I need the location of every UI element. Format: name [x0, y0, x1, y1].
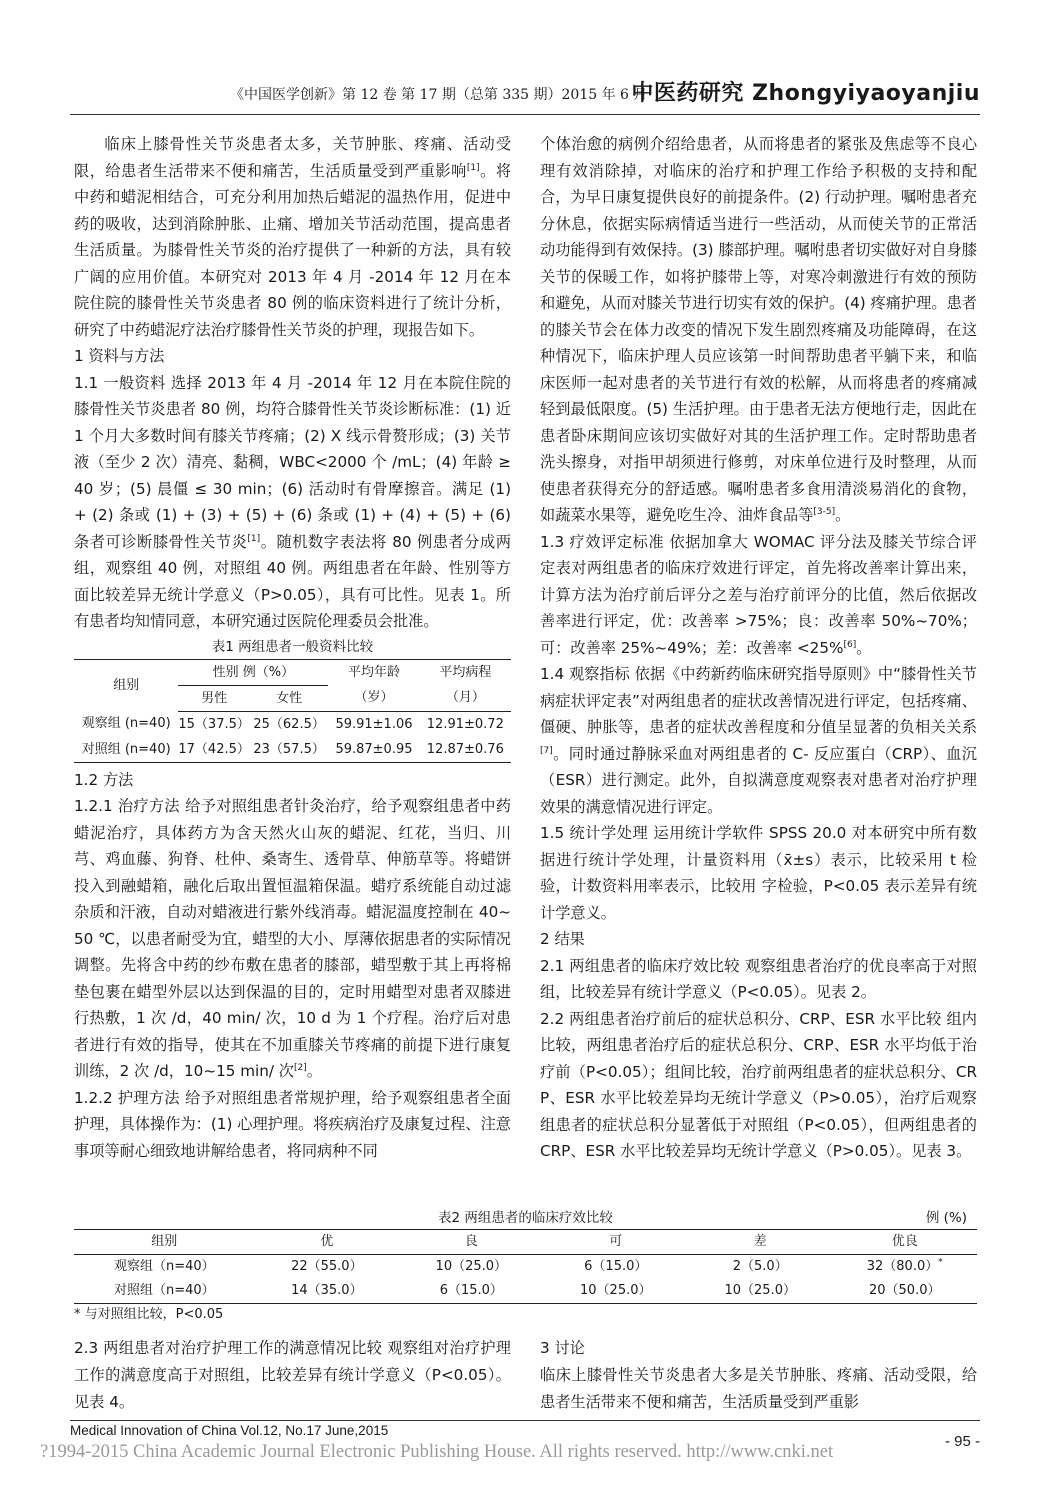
table2: [74, 1229, 977, 1304]
table2-block: [74, 1207, 977, 1326]
table-row: 观察组 (n=40) 15（37.5） 25（62.5） 59.91±1.06 12.91±0.72: [81, 716, 504, 732]
citation-ref[interactable]: [7]: [540, 745, 553, 756]
citation-ref[interactable]: [3-5]: [813, 506, 836, 517]
section-1-3: 1.3 疗效评定标准 依据加拿大 WOMAC 评分法及膝关节综合评定表对两组患者的临床疗效进行评定，首先将改善率计算出来，计算方法为治疗前后评分之差与治疗前评分的比值，然后依据改善率进行评定，优：改善率 >75%；良：改善率 50%~70%；可：改善率 25%~49%；差：改善率 <25%[6]。: [540, 532, 977, 657]
heading-1-2: 1.2 方法: [74, 770, 134, 789]
copyright-watermark: ?1994-2015 China Academic Journal Electronic Publishing House. All rights reserved. http://www.cnki.net: [40, 1442, 834, 1462]
intro-paragraph: 临床上膝骨性关节炎患者太多，关节肿胀、疼痛、活动受限，给患者生活带来不便和痛苦，生活质量受到严重影响[1]。将中药和蜡泥相结合，可充分利用加热后蜡泥的温热作用，促进中药的吸收，达到消除肿胀、止痛、增加关节活动范围，提高患者生活质量。为膝骨性关节炎的治疗提供了一种新的方法，具有较广阔的应用价值。本研究对 2013 年 4 月 -2014 年 12 月在本院住院的膝骨性关节炎患者 80 例的临床资料进行了统计分析，研究了中药蜡泥疗法治疗膝骨性关节炎的护理，现报告如下。: [74, 135, 512, 339]
section-1-2-1: 1.2.1 治疗方法 给予对照组患者针灸治疗，给予观察组患者中药蜡泥治疗，具体药方为含天然火山灰的蜡泥、红花，当归、川芎、鸡血藤、狗脊、杜仲、桑寄生、透骨草、伸筋草等。将蜡饼投入到融蜡箱，融化后取出置恒温箱保温。蜡疗系统能自动过滤杂质和汗液，自动对蜡液进行紫外线消毒。蜡泥温度控制在 40~50 ℃，以患者耐受为宜，蜡型的大小、厚薄依据患者的实际情况调整。先将含中药的纱布敷在患者的膝部，蜡型敷于其上再将棉垫包裹在蜡型外层以达到保温的目的，定时用蜡型对患者双膝进行热敷，1 次 /d，40 min/ 次，10 d 为 1 个疗程。治疗后对患者进行有效的指导，使其在不加重膝关节疼痛的前提下进行康复训练，2 次 /d，10~15 min/ 次[2]。: [74, 797, 511, 1080]
citation-ref[interactable]: [2]: [294, 1062, 307, 1073]
bottom-left-column: [74, 1335, 511, 1416]
section-1-2-2: 1.2.2 护理方法 给予对照组患者常规护理，给予观察组患者全面护理，具体操作为：(1) 心理护理。将疾病治疗及康复过程、注意事项等耐心细致地讲解给患者，将同病种不同: [74, 1088, 511, 1160]
table1-header-course-unit: （月）: [420, 685, 511, 711]
journal-citation: 《中国医学创新》第 12 卷 第 17 期（总第 335 期）2015 年 6 月: [230, 87, 648, 103]
section-title: 中医药研究 Zhongyiyaoyanjiu: [631, 81, 980, 106]
heading-methods: 1 资料与方法: [74, 347, 165, 365]
table1-header-sex: 性别 例（%）: [178, 659, 328, 685]
citation-ref[interactable]: [1]: [247, 533, 261, 544]
table1-header-female: 女性: [250, 685, 328, 711]
citation-ref[interactable]: [1]: [466, 162, 480, 173]
footer-journal: Medical Innovation of China Vol.12, No.17 June,2015: [70, 1423, 389, 1438]
page-header: [70, 74, 980, 115]
table-row: 观察组（n=40） 22（55.0） 10（25.0） 6（15.0） 2（5.0） 32（80.0）*: [113, 1257, 943, 1274]
table2-header-row: 组别 优 良 可 差 优良: [74, 1230, 977, 1255]
table1-header-male: 男性: [178, 685, 250, 711]
section-2-1: 2.1 两组患者的临床疗效比较 观察组患者治疗的优良率高于对照组，比较差异有统计学意义（P<0.05）。见表 2。: [540, 956, 977, 1001]
table2-caption: 表2 两组患者的临床疗效比较: [438, 1210, 613, 1226]
table1-header-course: 平均病程: [439, 664, 492, 680]
table-row: 对照组 (n=40) 17（42.5） 23（57.5） 59.87±0.95 12.87±0.76: [81, 741, 504, 757]
nursing-continued: 个体治愈的病例介绍给患者，从而将患者的紧张及焦虑等不良心理有效消除掉，对临床的治疗和护理工作给予积极的支持和配合，为早日康复提供良好的前提条件。(2) 行动护理。嘱咐患者充分休息，依据实际病情适当进行一些活动，从而使关节的正常活动功能得到有效保持。(3) 膝部护理。嘱咐患者切实做好对自身膝关节的保暖工作，如将护膝带上等，对寒冷刺激进行有效的预防和避免，从而对膝关节进行切实有效的保护。(4) 疼痛护理。患者的膝关节会在体力改变的情况下发生剧烈疼痛及功能障碍，在这种情况下，临床护理人员应该第一时间帮助患者平躺下来，和临床医师一起对患者的关节进行有效的松解，从而将患者的疼痛减轻到最低限度。(5) 生活护理。由于患者无法方便地行走，因此在患者卧床期间应该切实做好对其的生活护理工作。定时帮助患者洗头擦身，对指甲胡须进行修剪，对床单位进行及时整理，从而使患者获得充分的舒适感。嘱咐患者多食用清淡易消化的食物，如蔬菜水果等，避免吃生冷、油炸食品等[3-5]。: [540, 135, 977, 524]
section-1-1: 1.1 一般资料 选择 2013 年 4 月 -2014 年 12 月在本院住院的膝骨性关节炎患者 80 例，均符合膝骨性关节炎诊断标准：(1) 近 1 个月大多数时间有膝关节疼痛；(2) X 线示骨赘形成；(3) 关节液（至少 2 次）清亮、黏稠，WBC<2000 个 /mL；(4) 年龄 ≥ 40 岁；(5) 晨僵 ≤ 30 min；(6) 活动时有骨摩擦音。满足 (1) + (2) 条或 (1) + (3) + (5) + (6) 条或 (1) + (4) + (5) + (6) 条者可诊断膝骨性关节炎[1]。随机数字表法将 80 例患者分成两组，观察组 40 例，对照组 40 例。两组患者在年龄、性别等方面比较差异无统计学意义（P>0.05），具有可比性。见表 1。所有患者均知情同意，本研究通过医院伦理委员会批准。: [74, 373, 512, 630]
table2-unit: 例 (%): [925, 1210, 967, 1226]
heading-discussion: 3 讨论: [540, 1339, 585, 1357]
table1-header-age-unit: （岁）: [328, 685, 419, 711]
table1-header-age: 平均年龄: [347, 664, 400, 680]
section-2-2: 2.2 两组患者治疗前后的症状总积分、CRP、ESR 水平比较 组内比较，两组患者治疗后的症状总积分、CRP、ESR 水平均低于治疗前（P<0.05）；组间比较，治疗前两组患者的症状总积分、CRP、ESR 水平比较差异均无统计学意义（P>0.05），治疗后观察组患者的症状总积分显著低于对照组（P<0.05），但两组患者的 CRP、ESR 水平比较差异均无统计学意义（P>0.05）。见表 3。: [540, 1009, 977, 1160]
right-column: [540, 131, 977, 1165]
significance-mark: *: [938, 1257, 943, 1268]
table-row: 对照组（n=40） 14（35.0） 6（15.0） 10（25.0） 10（25.0） 20（50.0）: [113, 1283, 941, 1298]
table2-note: * 与对照组比较，P<0.05: [74, 1307, 224, 1322]
table1: [74, 659, 511, 763]
heading-results: 2 结果: [540, 930, 585, 948]
section-2-3: 2.3 两组患者对治疗护理工作的满意情况比较 观察组对治疗护理工作的满意度高于对照组，比较差异有统计学意义（P<0.05）。见表 4。: [74, 1339, 511, 1411]
page-footer: [70, 1420, 980, 1450]
table1-header-group: 组别: [113, 677, 140, 693]
table1-caption: 表1 两组患者一般资料比较: [211, 638, 374, 655]
discussion-paragraph: 临床上膝骨性关节炎患者大多是关节肿胀、疼痛、活动受限，给患者生活带来不便和痛苦，生活质量受到严重影: [540, 1366, 977, 1411]
section-1-5: 1.5 统计学处理 运用统计学软件 SPSS 20.0 对本研究中所有数据进行统计学处理，计量资料用（x̄±s）表示，比较采用 t 检验，计数资料用率表示，比较用 字检验，P<0.05 表示差异有统计学意义。: [540, 824, 977, 922]
bottom-right-column: [540, 1335, 977, 1416]
left-column: [74, 131, 511, 1164]
page-number: - 95 -: [944, 1433, 980, 1450]
section-1-4: 1.4 观察指标 依据《中药新药临床研究指导原则》中“膝骨性关节病症状评定表”对两组患者的症状改善情况进行评定，包括疼痛、僵硬、肿胀等，患者的症状改善程度和分值呈显著的负相关关系[7]。同时通过静脉采血对两组患者的 C- 反应蛋白（CRP）、血沉（ESR）进行测定。此外，自拟满意度观察表对患者对治疗护理效果的满意情况进行评定。: [540, 665, 977, 816]
citation-ref[interactable]: [6]: [843, 639, 857, 650]
